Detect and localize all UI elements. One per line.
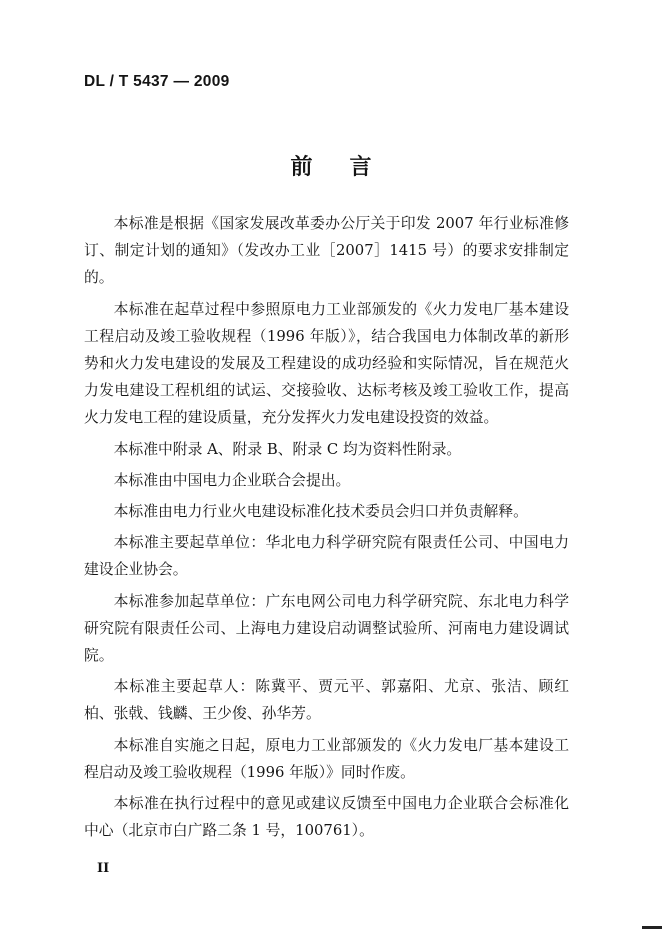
paragraph-main-drafters: 本标准主要起草人：陈冀平、贾元平、郭嘉阳、尤京、张洁、顾红柏、张戟、钱麟、王少俊、孙华芳。 xyxy=(84,678,569,723)
paragraph-main-drafting-units: 本标准主要起草单位：华北电力科学研究院有限责任公司、中国电力建设企业协会。 xyxy=(84,534,569,579)
paragraph-interpretation: 本标准由电力行业火电建设标准化技术委员会归口并负责解释。 xyxy=(113,503,528,521)
paragraph-basis: 本标准是根据《国家发展改革委办公厅关于印发 2007 年行业标准修订、制定计划的通知》（发改办工业［2007］1415 号）的要求安排制定的。 xyxy=(84,215,569,287)
paragraph-appendices: 本标准中附录 A、附录 B、附录 C 均为资料性附录。 xyxy=(113,440,462,458)
page-title: 前言 xyxy=(290,155,409,180)
paragraph-reference: 本标准在起草过程中参照原电力工业部颁发的《火力发电厂基本建设工程启动及竣工验收规程（1996 年版）》，结合我国电力体制改革的新形势和火力发电建设的发展及工程建设的成功经验和实际情况，旨在规范火力发电建设工程机组的试运、交接验收、达标考核及竣工验收工作，提高火力发电工程的建设质量，充分发挥火力发电建设投资的效益。 xyxy=(84,300,569,427)
standard-code: DL / T 5437 — 2009 xyxy=(84,73,230,90)
paragraph-supersedes: 本标准自实施之日起，原电力工业部颁发的《火力发电厂基本建设工程启动及竣工验收规程（1996 年版）》同时作废。 xyxy=(84,736,569,781)
foreword-body xyxy=(84,210,569,848)
paragraph-participating-units: 本标准参加起草单位：广东电网公司电力科学研究院、东北电力科学研究院有限责任公司、上海电力建设启动调整试验所、河南电力建设调试院。 xyxy=(84,592,569,665)
paragraph-proposer: 本标准由中国电力企业联合会提出。 xyxy=(113,471,351,489)
page-number: II xyxy=(97,861,110,876)
paragraph-feedback: 本标准在执行过程中的意见或建议反馈至中国电力企业联合会标准化中心（北京市白广路二条 1 号，100761）。 xyxy=(84,795,569,840)
scan-edge-mark xyxy=(642,926,662,929)
